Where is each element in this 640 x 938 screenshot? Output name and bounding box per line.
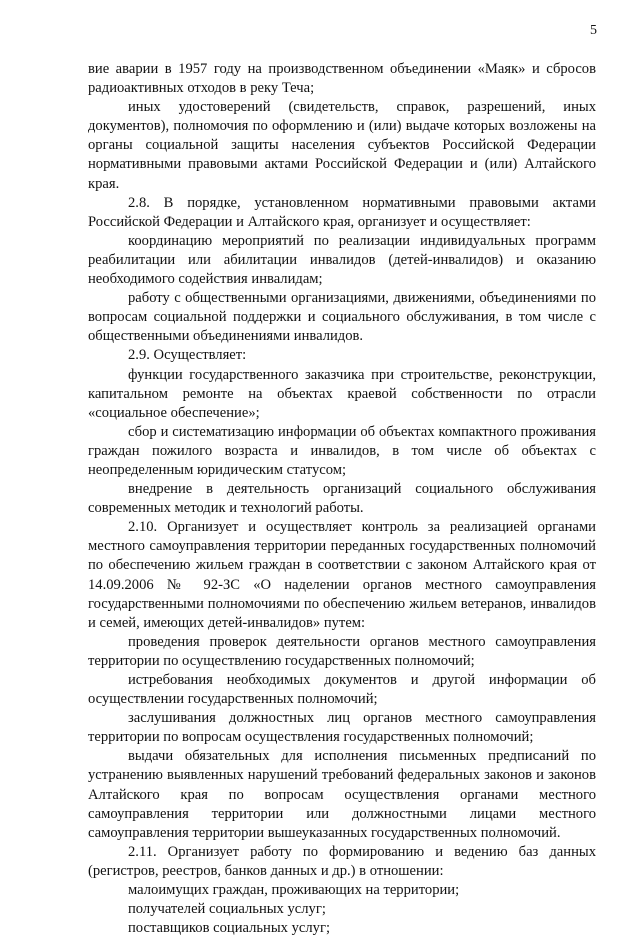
page-number: 5 (590, 23, 597, 38)
paragraph: получателей социальных услуг; (128, 901, 326, 918)
paragraph: поставщиков социальных услуг; (128, 920, 330, 937)
paragraph: сбор и систематизацию информации об объектах компактного проживания граждан пожилого возраста и инвалидов, в том числе об объектах с неопределенным юридическим статусом; (88, 423, 596, 478)
paragraph: иных удостоверений (свидетельств, справок, разрешений, иных документов), полномочия по оформлению и (или) выдаче которых возложены на органы социальной защиты населения субъектов Российской Федерации нормативными правовыми актами Российской Федерации и (или) Алтайского края. (88, 99, 596, 192)
document-body (88, 60, 596, 938)
paragraph: заслушивания должностных лиц органов местного самоуправления территории по вопросам осуществления государственных полномочий; (88, 710, 596, 746)
paragraph: 2.8. В порядке, установленном нормативными правовыми актами Российской Федерации и Алтайского края, организует и осуществляет: (88, 194, 596, 230)
paragraph: координацию мероприятий по реализации индивидуальных программ реабилитации или абилитации инвалидов (детей-инвалидов) и оказанию необходимого содействия инвалидам; (88, 232, 596, 288)
paragraph: 2.10. Организует и осуществляет контроль за реализацией органами местного самоуправления территории переданных государственных полномочий по обеспечению жильем граждан в соответствии с законом Алтайского края от 14.09.2006 № 92-ЗС «О наделении органов местного самоуправления государственными полномочиями по обеспечению жильем ветеранов, инвалидов и семей, имеющих детей-инвалидов» путем: (88, 519, 596, 631)
paragraph: истребования необходимых документов и другой информации об осуществлении государственных полномочий; (88, 672, 596, 708)
paragraph: функции государственного заказчика при строительстве, реконструкции, капитальном ремонте на объектах краевой собственности по отрасли «социальное обеспечение»; (88, 366, 596, 421)
paragraph: внедрение в деятельность организаций социального обслуживания современных методик и технологий работы. (88, 481, 596, 517)
paragraph: вие аварии в 1957 году на производственном объединении «Маяк» и сбросов радиоактивных отходов в реку Теча; (88, 61, 596, 97)
paragraph: малоимущих граждан, проживающих на территории; (128, 882, 460, 899)
paragraph: 2.11. Организует работу по формированию и ведению баз данных (регистров, реестров, банков данных и др.) в отношении: (88, 843, 596, 879)
paragraph: 2.9. Осуществляет: (128, 347, 247, 364)
paragraph: выдачи обязательных для исполнения письменных предписаний по устранению выявленных нарушений требований федеральных законов и законов Алтайского края по вопросам осуществления органами местного самоуправления территории или должностными лицами местного самоуправления территории вышеуказанных государственных полномочий. (88, 748, 596, 841)
paragraph: проведения проверок деятельности органов местного самоуправления территории по осуществлению государственных полномочий; (88, 633, 596, 669)
paragraph: работу с общественными организациями, движениями, объединениями по вопросам социальной поддержки и социального обслуживания, в том числе с общественными объединениями инвалидов. (88, 290, 596, 345)
